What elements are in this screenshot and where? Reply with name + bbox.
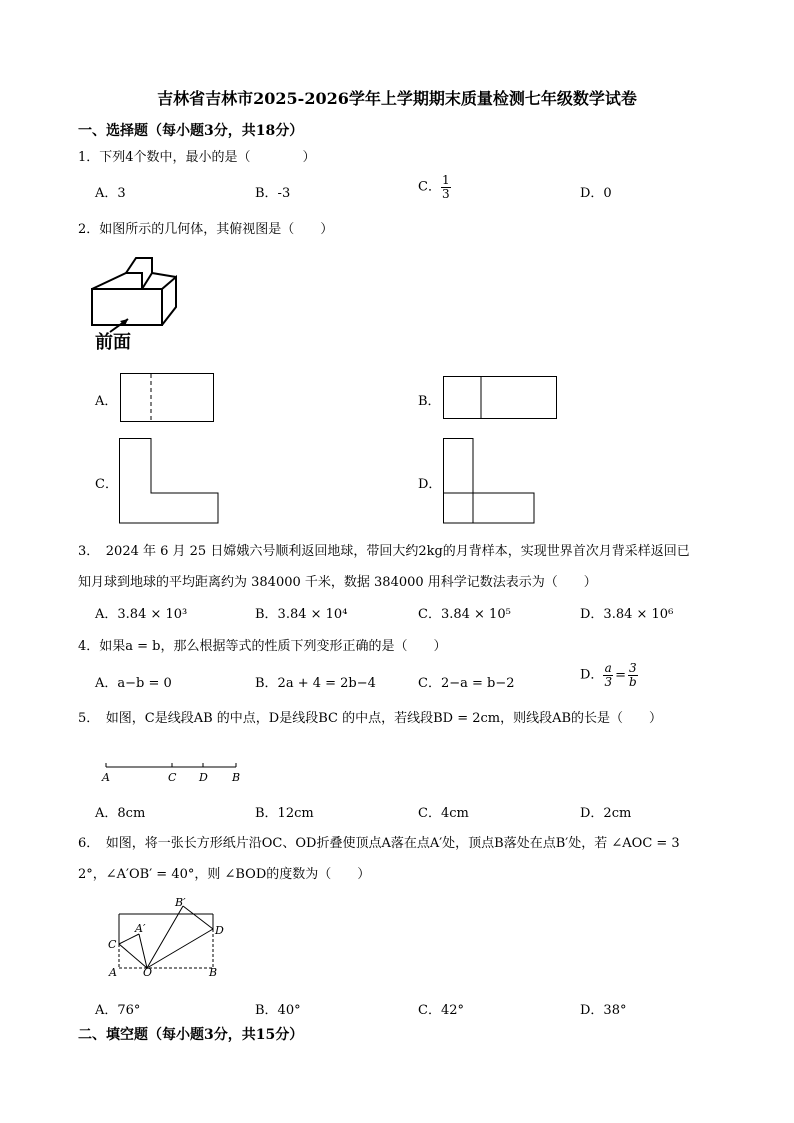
q4-option-b: B．2a + 4 = 2b−4 xyxy=(255,676,376,691)
q1-option-c-prefix: C． xyxy=(418,179,441,195)
q4-option-d-prefix: D． xyxy=(580,667,604,683)
q3-option-b: B．3.84 × 10⁴ xyxy=(255,607,348,622)
q1-option-b: B．-3 xyxy=(255,186,291,201)
section-heading-choice: 一、选择题（每小题3分，共18分） xyxy=(78,123,304,139)
q2-option-c-figure xyxy=(119,438,219,524)
q6-option-d: D．38° xyxy=(580,1003,627,1018)
q5-option-c: C．4cm xyxy=(418,806,469,821)
q3-option-a: A．3.84 × 10³ xyxy=(95,607,188,622)
question-6-line-2: 2°，∠A′OB′ = 40°，则 ∠BOD的度数为（ ） xyxy=(78,867,371,882)
q6-option-c: C．42° xyxy=(418,1003,464,1018)
q3-option-d: D．3.84 × 10⁶ xyxy=(580,607,674,622)
q2-option-a: A． xyxy=(95,394,118,409)
fraction-numerator: 3 xyxy=(629,661,637,675)
point-label-b-prime: B′ xyxy=(175,896,186,909)
fraction-denominator: 3 xyxy=(441,186,450,201)
q6-option-b: B．40° xyxy=(255,1003,301,1018)
q5-option-d: D．2cm xyxy=(580,806,632,821)
question-5-stem: 5． 如图，C是线段AB 的中点，D是线段BC 的中点，若线段BD = 2cm，则线段AB的长是（ ） xyxy=(78,711,663,726)
q4-option-d xyxy=(580,662,638,688)
q1-option-c xyxy=(418,174,451,200)
question-2-stem: 2．如图所示的几何体，其俯视图是（ ） xyxy=(78,222,334,237)
point-label-d: D xyxy=(199,771,208,784)
fraction-numerator: a xyxy=(604,661,612,675)
q1-option-c-fraction xyxy=(441,174,451,200)
point-label-c: C xyxy=(108,938,117,951)
q6-folding-figure xyxy=(105,896,225,980)
question-4-stem: 4．如果a = b，那么根据等式的性质下列变形正确的是（ ） xyxy=(78,639,447,654)
question-3-line-2: 知月球到地球的平均距离约为 384000 千米，数据 384000 用科学记数法表示为（ ） xyxy=(78,575,597,590)
q1-option-a: A．3 xyxy=(95,186,126,201)
point-label-a: A xyxy=(109,966,117,979)
q4-option-d-left-fraction xyxy=(603,662,613,688)
point-label-b: B xyxy=(209,966,218,979)
point-label-o: O xyxy=(143,966,153,979)
exam-title: 吉林省吉林市2025-2026学年上学期期末质量检测七年级数学试卷 xyxy=(157,89,637,108)
q3-option-c: C．3.84 × 10⁵ xyxy=(418,607,511,622)
section-heading-fill-in: 二、填空题（每小题3分，共15分） xyxy=(78,1027,304,1043)
q2-option-d-figure xyxy=(443,438,535,524)
fraction-numerator: 1 xyxy=(441,173,450,187)
q5-option-b: B．12cm xyxy=(255,806,314,821)
q5-segment-figure xyxy=(100,760,245,786)
question-3-line-1: 3． 2024 年 6 月 25 日嫦娥六号顺利返回地球，带回大约2kg的月背样本，实现世界首次月背采样返回已 xyxy=(78,544,690,559)
q1-option-d: D．0 xyxy=(580,186,612,201)
equals-sign: = xyxy=(615,667,626,683)
point-label-a: A xyxy=(102,771,110,784)
front-label: 前面 xyxy=(95,332,131,353)
point-label-b: B xyxy=(232,771,241,784)
fraction-denominator: b xyxy=(628,674,637,689)
point-label-c: C xyxy=(168,771,177,784)
q5-option-a: A．8cm xyxy=(95,806,146,821)
q2-option-b: B． xyxy=(418,394,441,409)
question-1-stem: 1．下列4个数中，最小的是（ ） xyxy=(78,150,316,165)
point-label-d: D xyxy=(215,924,224,937)
q2-solid-figure xyxy=(90,255,190,330)
q2-option-d: D． xyxy=(418,477,442,492)
point-label-a-prime: A′ xyxy=(135,922,146,935)
q2-option-b-figure xyxy=(443,376,558,420)
q4-option-a: A．a−b = 0 xyxy=(95,676,172,691)
question-6-line-1: 6． 如图，将一张长方形纸片沿OC、OD折叠使顶点A落在点A′处，顶点B落处在点B′处，若 ∠AOC = 3 xyxy=(78,836,680,851)
q4-option-d-right-fraction xyxy=(628,662,638,688)
q6-option-a: A．76° xyxy=(95,1003,141,1018)
q2-option-c: C． xyxy=(95,477,118,492)
fraction-denominator: 3 xyxy=(604,674,613,689)
q4-option-c: C．2−a = b−2 xyxy=(418,676,515,691)
q2-option-a-figure xyxy=(120,373,214,423)
